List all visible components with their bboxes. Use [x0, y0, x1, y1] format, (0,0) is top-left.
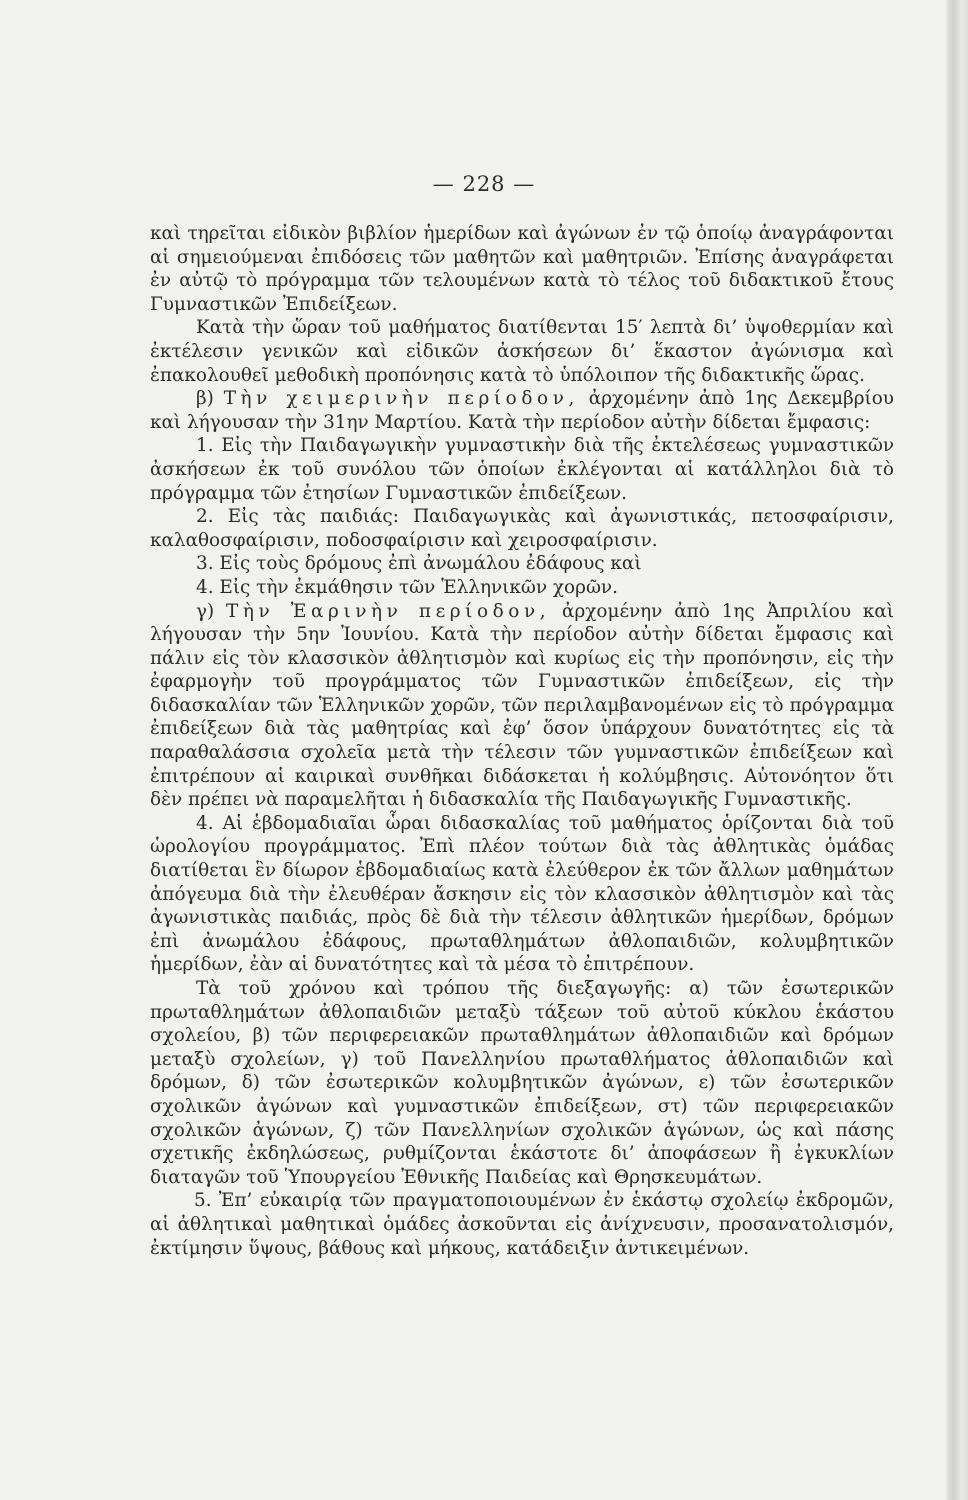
period-c-paragraph	[150, 600, 894, 812]
period-b-text: ἀρχομένην ἀπὸ 1ης Δεκεμβρίου καὶ λήγουσαν τὴν 31ην Μαρτίου. Κατὰ τὴν περίοδον αὐτὴν δίδεται ἔμφασις:	[150, 388, 894, 433]
section-4: 4. Αἱ ἑβδομαδιαῖαι ὧραι διδασκαλίας τοῦ μαθήματος ὁρίζονται διὰ τοῦ ὡρολογίου προγράμματος. Ἐπὶ πλέον τούτων διὰ τὰς ἀθλητικὰς ὁμάδας διατίθεται ἓν δίωρον ἑβδομαδιαίως κατὰ ἐλεύθερον ἐκ τῶν ἄλλων μαθημάτων ἀπόγευμα διὰ τὴν ἐλευθέραν ἄσκησιν εἰς τὸν κλασσικὸν ἀθλητισμὸν καὶ τὰς ἀγωνιστικὰς παιδιάς, πρὸς δὲ διὰ τὴν τέλεσιν ἀθλητικῶν ἡμερίδων, δρόμων ἐπὶ ἀνωμάλου ἐδάφους, πρωταθλημάτων ἀθλοπαιδιῶν, κολυμβητικῶν ἡμερίδων, ἐὰν αἱ δυνατότητες καὶ τὰ μέσα τὸ ἐπιτρέπουν.	[150, 812, 894, 976]
page-edge-shadow	[946, 0, 968, 1500]
period-c-title: Τὴν Ἐαρινὴν περίοδον,	[226, 600, 551, 622]
paragraph: Κατὰ τὴν ὥραν τοῦ μαθήματος διατίθενται 15′ λεπτὰ δι’ ὑψοθερμίαν καὶ ἐκτέλεσιν γενικῶν καὶ εἰδικῶν ἀσκήσεων δι’ ἕκαστον ἀγώνισμα καὶ ἐπακολουθεῖ μεθοδικὴ προπόνησις κατὰ τὸ ὑπόλοιπον τῆς διδακτικῆς ὥρας.	[150, 317, 894, 386]
list-item: 2. Εἰς τὰς παιδιάς: Παιδαγωγικὰς καὶ ἀγωνιστικάς, πετοσφαίρισιν, καλαθοσφαίρισιν, ποδοσφαίρισιν καὶ χειροσφαίρισιν.	[150, 506, 894, 551]
period-b-paragraph	[150, 387, 894, 434]
page-number: — 228 —	[432, 172, 536, 196]
list-item: 3. Εἰς τοὺς δρόμους ἐπὶ ἀνωμάλου ἐδάφους καὶ	[196, 553, 642, 575]
list-item: 4. Εἰς τὴν ἐκμάθησιν τῶν Ἑλληνικῶν χορῶν.	[196, 576, 618, 598]
list-item: 1. Εἰς τὴν Παιδαγωγικὴν γυμναστικὴν διὰ τῆς ἐκτελέσεως γυμναστικῶν ἀσκήσεων ἐκ τοῦ συνόλου τῶν ὁποίων ἐκλέγονται αἱ κατάλληλοι διὰ τὸ πρόγραμμα τῶν ἐτησίων Γυμναστικῶν ἐπιδείξεων.	[150, 435, 894, 504]
period-b-title: Τὴν χειμερινὴν περίοδον,	[223, 388, 579, 410]
body-text	[150, 222, 894, 1260]
paragraph: καὶ τηρεῖται εἰδικὸν βιβλίον ἡμερίδων καὶ ἀγώνων ἐν τῷ ὁποίῳ ἀναγράφονται αἱ σημειούμεναι ἐπιδόσεις τῶν μαθητῶν καὶ μαθητριῶν. Ἐπίσης ἀναγράφεται ἐν αὐτῷ τὸ πρόγραμμα τῶν τελουμένων κατὰ τὸ τέλος τοῦ διδακτικοῦ ἔτους Γυμναστικῶν Ἐπιδείξεων.	[150, 223, 894, 315]
period-c-text: ἀρχομένην ἀπὸ 1ης Ἀπριλίου καὶ λήγουσαν τὴν 5ην Ἰουνίου. Κατὰ τὴν περίοδον αὐτὴν δίδεται ἔμφασις καὶ πάλιν εἰς τὸν κλασσικὸν ἀθλητισμὸν καὶ κυρίως εἰς τὴν προπόνησιν, εἰς τὴν ἐφαρμογὴν τοῦ προγράμματος τῶν Γυμναστικῶν ἐπιδείξεων, εἰς τὴν διδασκαλίαν τῶν Ἑλληνικῶν χορῶν, τῶν περιλαμβανομένων εἰς τὸ πρόγραμμα ἐπιδείξεων διὰ τὰς μαθητρίας καὶ ἐφ’ ὅσον ὑπάρχουν δυνατότητες εἰς τὰ παραθαλάσσια σχολεῖα μετὰ τὴν τέλεσιν τῶν γυμναστικῶν ἐπιδείξεων καὶ ἐπιτρέπουν αἱ καιρικαὶ συνθῆκαι διδάσκεται ἡ κολύμβησις. Αὐτονόητον ὅτι δὲν πρέπει νὰ παραμελῆται ἡ διδασκαλία τῆς Παιδαγωγικῆς Γυμναστικῆς.	[150, 600, 894, 811]
period-c-marker: γ)	[196, 600, 215, 622]
section-5: 5. Ἐπ’ εὐκαιρίᾳ τῶν πραγματοποιουμένων ἐν ἑκάστῳ σχολείῳ ἐκδρομῶν, αἱ ἀθλητικαὶ μαθητικαὶ ὁμάδες ἀσκοῦνται εἰς ἀνίχνευσιν, προσανατολισμόν, ἐκτίμησιν ὕψους, βάθους καὶ μήκους, κατάδειξιν ἀντικειμένων.	[150, 1190, 894, 1259]
section-4-continued: Τὰ τοῦ χρόνου καὶ τρόπου τῆς διεξαγωγῆς: α) τῶν ἐσωτερικῶν πρωταθλημάτων ἀθλοπαιδιῶν μεταξὺ τάξεων τοῦ αὐτοῦ κύκλου ἑκάστου σχολείου, β) τῶν περιφερειακῶν πρωταθλημάτων ἀθλοπαιδιῶν καὶ δρόμων μεταξὺ σχολείων, γ) τοῦ Πανελληνίου πρωταθλήματος ἀθλοπαιδιῶν καὶ δρόμων, δ) τῶν ἐσωτερικῶν κολυμβητικῶν ἀγώνων, ε) τῶν ἐσωτερικῶν σχολικῶν ἀγώνων καὶ γυμναστικῶν ἐπιδείξεων, στ) τῶν περιφερειακῶν σχολικῶν ἀγώνων, ζ) τῶν Πανελληνίων σχολικῶν ἀγώνων, ὡς καὶ πάσης σχετικῆς ἐκδηλώσεως, ρυθμίζονται ἑκάστοτε δι’ ἀποφάσεων ἢ ἐγκυκλίων διαταγῶν τοῦ Ὑπουργείου Ἐθνικῆς Παιδείας καὶ Θρησκευμάτων.	[150, 978, 894, 1188]
period-b-marker: β)	[196, 388, 214, 410]
